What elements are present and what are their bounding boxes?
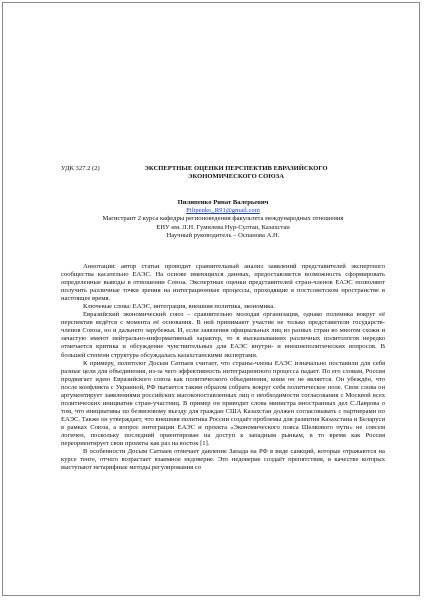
- author-block: [61, 199, 385, 240]
- document-page: [61, 3, 385, 595]
- abstract: Аннотация: автор статьи проводит сравнительный анализ заявлений представителей экспертного сообщества касательно ЕАЭС. На основе имеющихся данных, предоставляется возможность сформировать определенные выводы в отношении Союза. Экспертные оценки представителей стран-членов ЕАЭС позволяют получить различные точки зрения на интеграционные процессы, проходящие в постсоветском пространстве в настоящее время.: [61, 263, 385, 303]
- document-page-frame: [2, 2, 420, 596]
- article-title: [61, 165, 385, 181]
- author-name: Пилипенко Ринат Валерьевич: [177, 199, 269, 206]
- article-title-line-1: ЭКСПЕРТНЫЕ ОЦЕНКИ ПЕРСПЕКТИВ ЕВРАЗИЙСКОГО: [144, 165, 328, 172]
- article-body: [61, 263, 385, 472]
- article-title-line-2: ЭКОНОМИЧЕСКОГО СОЮЗА: [188, 173, 284, 181]
- udk-code: УДК 327.2 (2): [61, 165, 100, 172]
- keywords: Ключевые слова: ЕАЭС, интеграция, внешняя политика, экономика.: [83, 303, 275, 311]
- author-affiliation-line-2: ЕНУ им. Л.Н. Гумилева Нур-Султан, Казахстан: [156, 223, 290, 231]
- paragraph-1: Евразийский экономический союз – сравнительно молодая организация, однако полемика вокруг её перспектив ведётся с момента её основания. В ней принимают участие не только представители государств-членов Союза, но и дальнего зарубежья. И, если заявления официальных лиц из разных стран во многом схожи и зачастую имеют нейтрально-информативный характер, то в высказываниях различных политологов нередко отмечается критика и обсуждение чувствительных для ЕАЭС внутри- и внешнеполитических вопросов. В большей степени структура обсуждалась казахстанскими экспертами.: [61, 311, 385, 359]
- author-affiliation-line-1: Магистрант 2 курса кафедры регионоведения факультета международных отношения: [102, 215, 344, 223]
- paragraph-3: В особенности Досым Сатпаев отмечает давление Запада на РФ в виде санкций, которые отражаются на курсе тенге, отчего возрастает взаимное недоверие. Это недоверие создаёт препятствия, в качестве которых выступают нетарифные методы регулирования со: [61, 448, 385, 472]
- author-email-link[interactable]: Pilipenko_R91@gmail.com: [186, 207, 260, 215]
- paragraph-2: К примеру, политолог Досым Сатпаев считает, что страны-члены ЕАЭС изначально поставили для себя разные цели для объединения, из-за чего эффективность интеграционного процесса падает. По его словам, Россия продвигает идею Евразийского союза как политического объединения, коим он не является. Он убеждён, что после конфликта с Украиной, РФ пытается таким образом собрать вокруг себя политическое поле. Свои слова он аргументирует заявлениями российских высокопоставленных лиц о необходимости согласования с Москвой всех политических инициатив стран-участниц. В пример он приводит слова министра иностранных дел С.Лаврова о том, что инициативы по безвизовому въезду для граждан США Казахстан должен согласовывать с партнерами по ЕАЭС. Также он утверждает, что внешняя политика России создаёт проблемы для развития Казахстана и Беларуси в рамках Союза, а вопрос интеграции ЕАЭС и проекта «Экономического пояса Шелкового пути» не совсем логичен, поскольку последний ориентирован на доступ к западным рынкам, в то время как Россия переориентирует свои проекты как раз на восток [1].: [61, 359, 385, 448]
- supervisor: Научный руководитель – Оспанова А.Н.: [166, 231, 280, 239]
